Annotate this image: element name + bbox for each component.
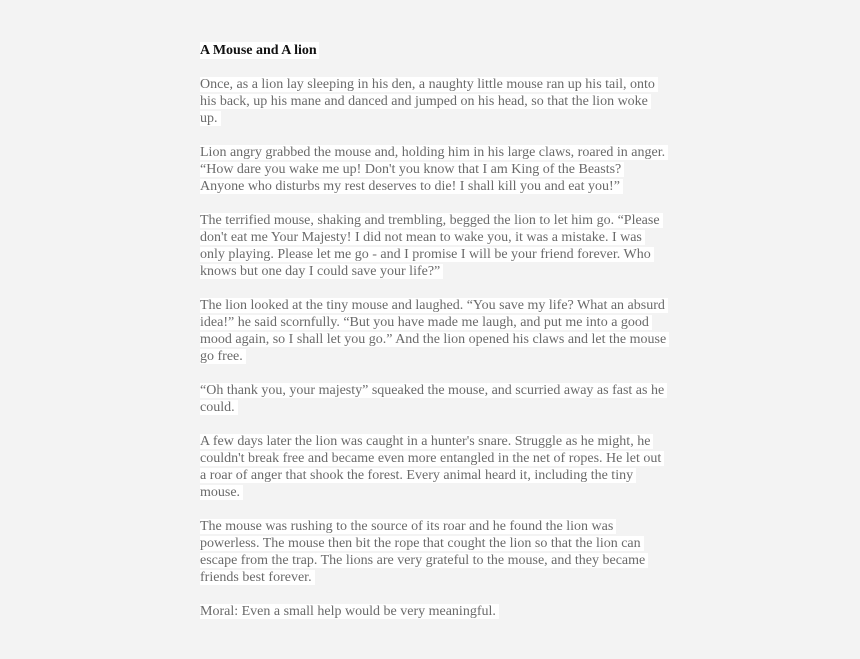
text-line <box>200 76 670 93</box>
text-line-content: knows but one day I could save your life?” <box>200 264 443 279</box>
text-line-content: couldn't break free and became even more entangled in the net of ropes. He let out <box>200 451 664 466</box>
text-line <box>200 518 670 535</box>
text-line <box>200 603 670 620</box>
text-line <box>200 569 670 586</box>
text-line-content: mouse. <box>200 485 243 500</box>
text-line <box>200 467 670 484</box>
text-line <box>200 552 670 569</box>
text-line-content: powerless. The mouse then bit the rope that cought the lion so that the lion can <box>200 536 644 551</box>
text-line <box>200 382 670 399</box>
text-line <box>200 314 670 331</box>
story-title: A Mouse and A lion <box>200 43 317 58</box>
text-line-content: “How dare you wake me up! Don't you know that I am King of the Beasts? <box>200 162 624 177</box>
text-line-content: go free. <box>200 349 246 364</box>
text-line-content: “Oh thank you, your majesty” squeaked the mouse, and scurried away as fast as he <box>200 383 667 398</box>
paragraph <box>200 144 670 195</box>
text-line-content: idea!” he said scornfully. “But you have made me laugh, and put me into a good <box>200 315 652 330</box>
text-line-content: Moral: Even a small help would be very meaningful. <box>200 604 499 619</box>
text-line-content: A few days later the lion was caught in a hunter's snare. Struggle as he might, he <box>200 434 653 449</box>
text-line-content: Lion angry grabbed the mouse and, holding him in his large claws, roared in anger. <box>200 145 668 160</box>
text-line-content: friends best forever. <box>200 570 315 585</box>
text-line <box>200 331 670 348</box>
paragraph <box>200 76 670 127</box>
text-line-content: escape from the trap. The lions are very grateful to the mouse, and they became <box>200 553 648 568</box>
text-line <box>200 433 670 450</box>
paragraph <box>200 212 670 280</box>
text-line <box>200 144 670 161</box>
text-line <box>200 399 670 416</box>
text-line-content: The mouse was rushing to the source of its roar and he found the lion was <box>200 519 616 534</box>
text-line-content: mood again, so I shall let you go.” And the lion opened his claws and let the mouse <box>200 332 669 347</box>
text-line <box>200 263 670 280</box>
text-line-content: could. <box>200 400 238 415</box>
document <box>200 41 670 620</box>
text-line-content: only playing. Please let me go - and I promise I will be your friend forever. Who <box>200 247 654 262</box>
paragraph <box>200 297 670 365</box>
text-line <box>200 484 670 501</box>
text-line-content: a roar of anger that shook the forest. Every animal heard it, including the tiny <box>200 468 636 483</box>
text-line-content: up. <box>200 111 221 126</box>
text-line-content: Once, as a lion lay sleeping in his den, a naughty little mouse ran up his tail, onto <box>200 77 658 92</box>
text-line-content: don't eat me Your Majesty! I did not mean to wake you, it was a mistake. I was <box>200 230 645 245</box>
text-line <box>200 535 670 552</box>
text-line-content: his back, up his mane and danced and jumped on his head, so that the lion woke <box>200 94 651 109</box>
text-line-content: The lion looked at the tiny mouse and laughed. “You save my life? What an absurd <box>200 298 668 313</box>
text-line <box>200 178 670 195</box>
paragraph <box>200 518 670 586</box>
text-line <box>200 161 670 178</box>
story-body <box>200 76 670 620</box>
text-line <box>200 110 670 127</box>
paragraph <box>200 382 670 416</box>
text-line <box>200 93 670 110</box>
text-line <box>200 229 670 246</box>
text-line <box>200 450 670 467</box>
text-line <box>200 297 670 314</box>
paragraph <box>200 433 670 501</box>
text-line-content: Anyone who disturbs my rest deserves to die! I shall kill you and eat you!” <box>200 179 623 194</box>
text-line <box>200 212 670 229</box>
text-line-content: The terrified mouse, shaking and trembling, begged the lion to let him go. “Please <box>200 213 663 228</box>
text-line <box>200 246 670 263</box>
paragraph <box>200 603 670 620</box>
text-line <box>200 348 670 365</box>
